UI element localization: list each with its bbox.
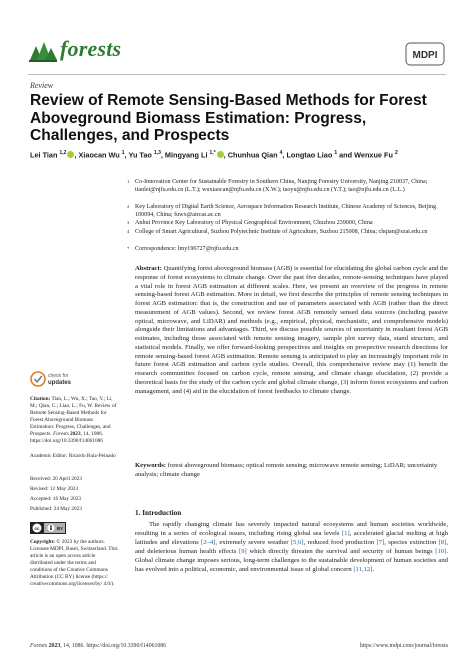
author-name: Wenxue Fu bbox=[354, 150, 393, 160]
journal-url-link[interactable]: https://www.mdpi.com/journal/forests bbox=[359, 643, 448, 649]
reference-link[interactable]: [7] bbox=[376, 539, 385, 546]
introduction-paragraph: The rapidly changing climate has severely impacted natural ecosystems and human societies worldwide, resulting in a series of ecological issues, including rising global sea levels [1], accelerated glacial melting at high latitudes and elevations [2–4], extremely severe weather [5,6], reduced food production [7], species extinction [8], and deleterious human health effects [9] which directly threaten the survival and security of human beings [10]. Global climate change imposes serious, long-term challenges to the sustainable development of human societies and has evolved into a political, economic, and environmental issue of global concern [11,12]. bbox=[135, 521, 449, 573]
reference-link[interactable]: [1] bbox=[341, 530, 350, 537]
keywords-label: Keywords: bbox=[135, 462, 166, 469]
revised-date: Revised: 12 May 2023 bbox=[30, 486, 79, 492]
abstract-text: Quantifying forest aboveground biomass (AGB) is essential for elucidating the global carbon cycle and the response of forest ecosystems to climate change. Over the past five decades, remote-sensing techniques have played a vital role in forest AGB estimation at different scales. Here, we present an overview of the progress in remote sensing-based forest AGB estimation. More in detail, we first describe the principles of remote sensing techniques in forest AGB estimation: that is, the construction and use of parameters associated with AGB (rather than the direct measurement of AGB values). Second, we review forest AGB remotely sensed data sources (including passive optical, microwave, and LiDAR) and methods (e.g., empirical, physical, mechanistic, and comprehensive models) alongside their limitations and advantages. Third, we discuss possible sources of uncertainty in resultant forest AGB estimates, including those associated with remote sensing imagery, sample plot survey data, stand structure, and statistical models. Finally, we offer forward-looking perspectives and insights on prospective research directions for remote sensing-based forest AGB estimation. Remote sensing is anticipated to play an increasingly important role in future forest AGB estimation and carbon cycle studies. Overall, this comprehensive review may (1) benefit the research communities focused on carbon cycle, remote sensing, and climate change elucidation, (2) provide a theoretical basis for the study of the carbon cycle and global climate change, (3) inform forest ecosystems and carbon management, and (4) aid in the elucidation of forest feedbacks to climate change. bbox=[135, 265, 448, 395]
published-date: Published: 24 May 2023 bbox=[30, 506, 82, 512]
received-date: Received: 20 April 2023 bbox=[30, 476, 82, 482]
check-updates-top: check for bbox=[48, 373, 69, 379]
orcid-icon[interactable] bbox=[217, 151, 224, 158]
citation-block: Citation: Tian, L.; Wu, X.; Tao, Y.; Li, M.; Qian, C.; Liao, L.; Fu, W. Review of Remote Sensing-Based Methods for Forest Aboveground Biomass Estimation: Progress, Challenges, and Prospects. Forests 2023, 14, 1086. https://doi.org/10.3390/f14061086 bbox=[30, 396, 117, 444]
article-title: Review of Remote Sensing-Based Methods for Forest Aboveground Biomass Estimation: Progress, Challenges, and Prospects bbox=[30, 92, 427, 145]
author-affiliation-marker: 1,2 bbox=[59, 150, 67, 156]
keywords-text: forest aboveground biomass; optical remote sensing; microwave remote sensing; LiDAR; uncertainty analysis; climate change bbox=[135, 462, 438, 478]
mdpi-logo-icon bbox=[405, 42, 445, 66]
author-name: Longtao Liao bbox=[286, 150, 333, 160]
author-name: Yu Tao bbox=[128, 150, 152, 160]
author-affiliation-marker: 2 bbox=[394, 150, 398, 156]
author-affiliation-marker: 1,* bbox=[209, 150, 216, 156]
section-heading: 1. Introduction bbox=[135, 509, 182, 517]
author-affiliation-marker: 1 bbox=[334, 150, 338, 156]
affiliation-2: 2 Key Laboratory of Digital Earth Science, Aerospace Information Research Institute, Chinese Academy of Sciences, Beijing 100094, China; fuwx@aircas.ac.cn bbox=[127, 204, 437, 219]
article-type: Review bbox=[30, 81, 54, 90]
author-name: Mingyang Li bbox=[164, 150, 208, 160]
forests-logo-icon bbox=[28, 40, 58, 62]
author-name: Chunhua Qian bbox=[227, 150, 278, 160]
check-for-updates-button[interactable] bbox=[30, 367, 74, 391]
reference-link[interactable]: [5,6] bbox=[290, 539, 304, 546]
author-affiliation-marker: 1,3 bbox=[153, 150, 161, 156]
abstract bbox=[135, 265, 448, 396]
svg-text:cc: cc bbox=[34, 526, 40, 531]
author-name: Lei Tian bbox=[30, 150, 58, 160]
author-name: Xiaocan Wu bbox=[78, 150, 120, 160]
affiliation-3: 3 Anhui Province Key Laboratory of Physical Geographical Environment, Chuzhou 239000, China bbox=[127, 220, 373, 226]
author-affiliation-marker: 1 bbox=[121, 150, 125, 156]
journal-name: forests bbox=[60, 36, 122, 61]
copyright-block: Copyright: © 2023 by the authors. Licensee MDPI, Basel, Switzerland. This article is an open access article distributed under the terms and conditions of the Creative Commons Attribution (CC BY) license (https:// creativecommons.org/licenses/by/ 4.0/). bbox=[30, 539, 118, 587]
academic-editor: Academic Editor: Ricardo Ruiz-Peinado bbox=[30, 453, 116, 459]
header-divider bbox=[28, 74, 446, 75]
orcid-icon[interactable] bbox=[67, 151, 74, 158]
check-updates-bottom: updates bbox=[48, 380, 72, 386]
svg-text:BY: BY bbox=[56, 526, 64, 531]
keywords bbox=[135, 462, 448, 480]
footer-citation: Forests 2023, 14, 1086. https://doi.org/10.3390/f14061086 bbox=[30, 643, 167, 649]
reference-link[interactable]: [11,12] bbox=[353, 566, 373, 573]
correspondence: * Correspondence: lmy196727@njfu.edu.cn bbox=[127, 246, 239, 252]
author-affiliation-marker: 4 bbox=[279, 150, 283, 156]
reference-link[interactable]: [8] bbox=[438, 539, 447, 546]
abstract-label: Abstract: bbox=[135, 265, 162, 272]
affiliation-1: 1 Co-Innovation Center for Sustainable Forestry in Southern China, Nanjing Forestry University, Nanjing 210037, China; tianlei@njfu.edu.cn (L.T.); wuxiaocan@njfu.edu.cn (X.W.); taoyu@njfu.edu.cn (Y.T.); tao@njfu.edu.cn (L.L.) bbox=[127, 179, 428, 194]
accepted-date: Accepted: 16 May 2023 bbox=[30, 496, 82, 502]
reference-link[interactable]: [10] bbox=[435, 548, 447, 555]
citation-doi-link[interactable]: , 14, 1086. https://doi.org/10.3390/f14061086 bbox=[30, 431, 104, 444]
cc-by-license-icon[interactable] bbox=[30, 522, 66, 534]
author-list: Lei Tian $^{1,2}$ , Xiaocan Wu $^1$, Yu Tao $^{1,3}$, Mingyang Li $^{1,*}$ , Chunhua Qian $^4$, Longtao Liao $^1$ and Wenxue Fu $^2$ bbox=[30, 150, 398, 160]
publisher-badge: MDPI bbox=[412, 50, 438, 61]
reference-link[interactable]: [9] bbox=[239, 548, 247, 555]
reference-link[interactable]: [2–4] bbox=[200, 539, 216, 546]
affiliation-4: 4 College of Smart Agricultural, Suzhou Polytechnic Institute of Agriculture, Suzhou 215008, China; chqian@szai.edu.cn bbox=[127, 229, 428, 235]
